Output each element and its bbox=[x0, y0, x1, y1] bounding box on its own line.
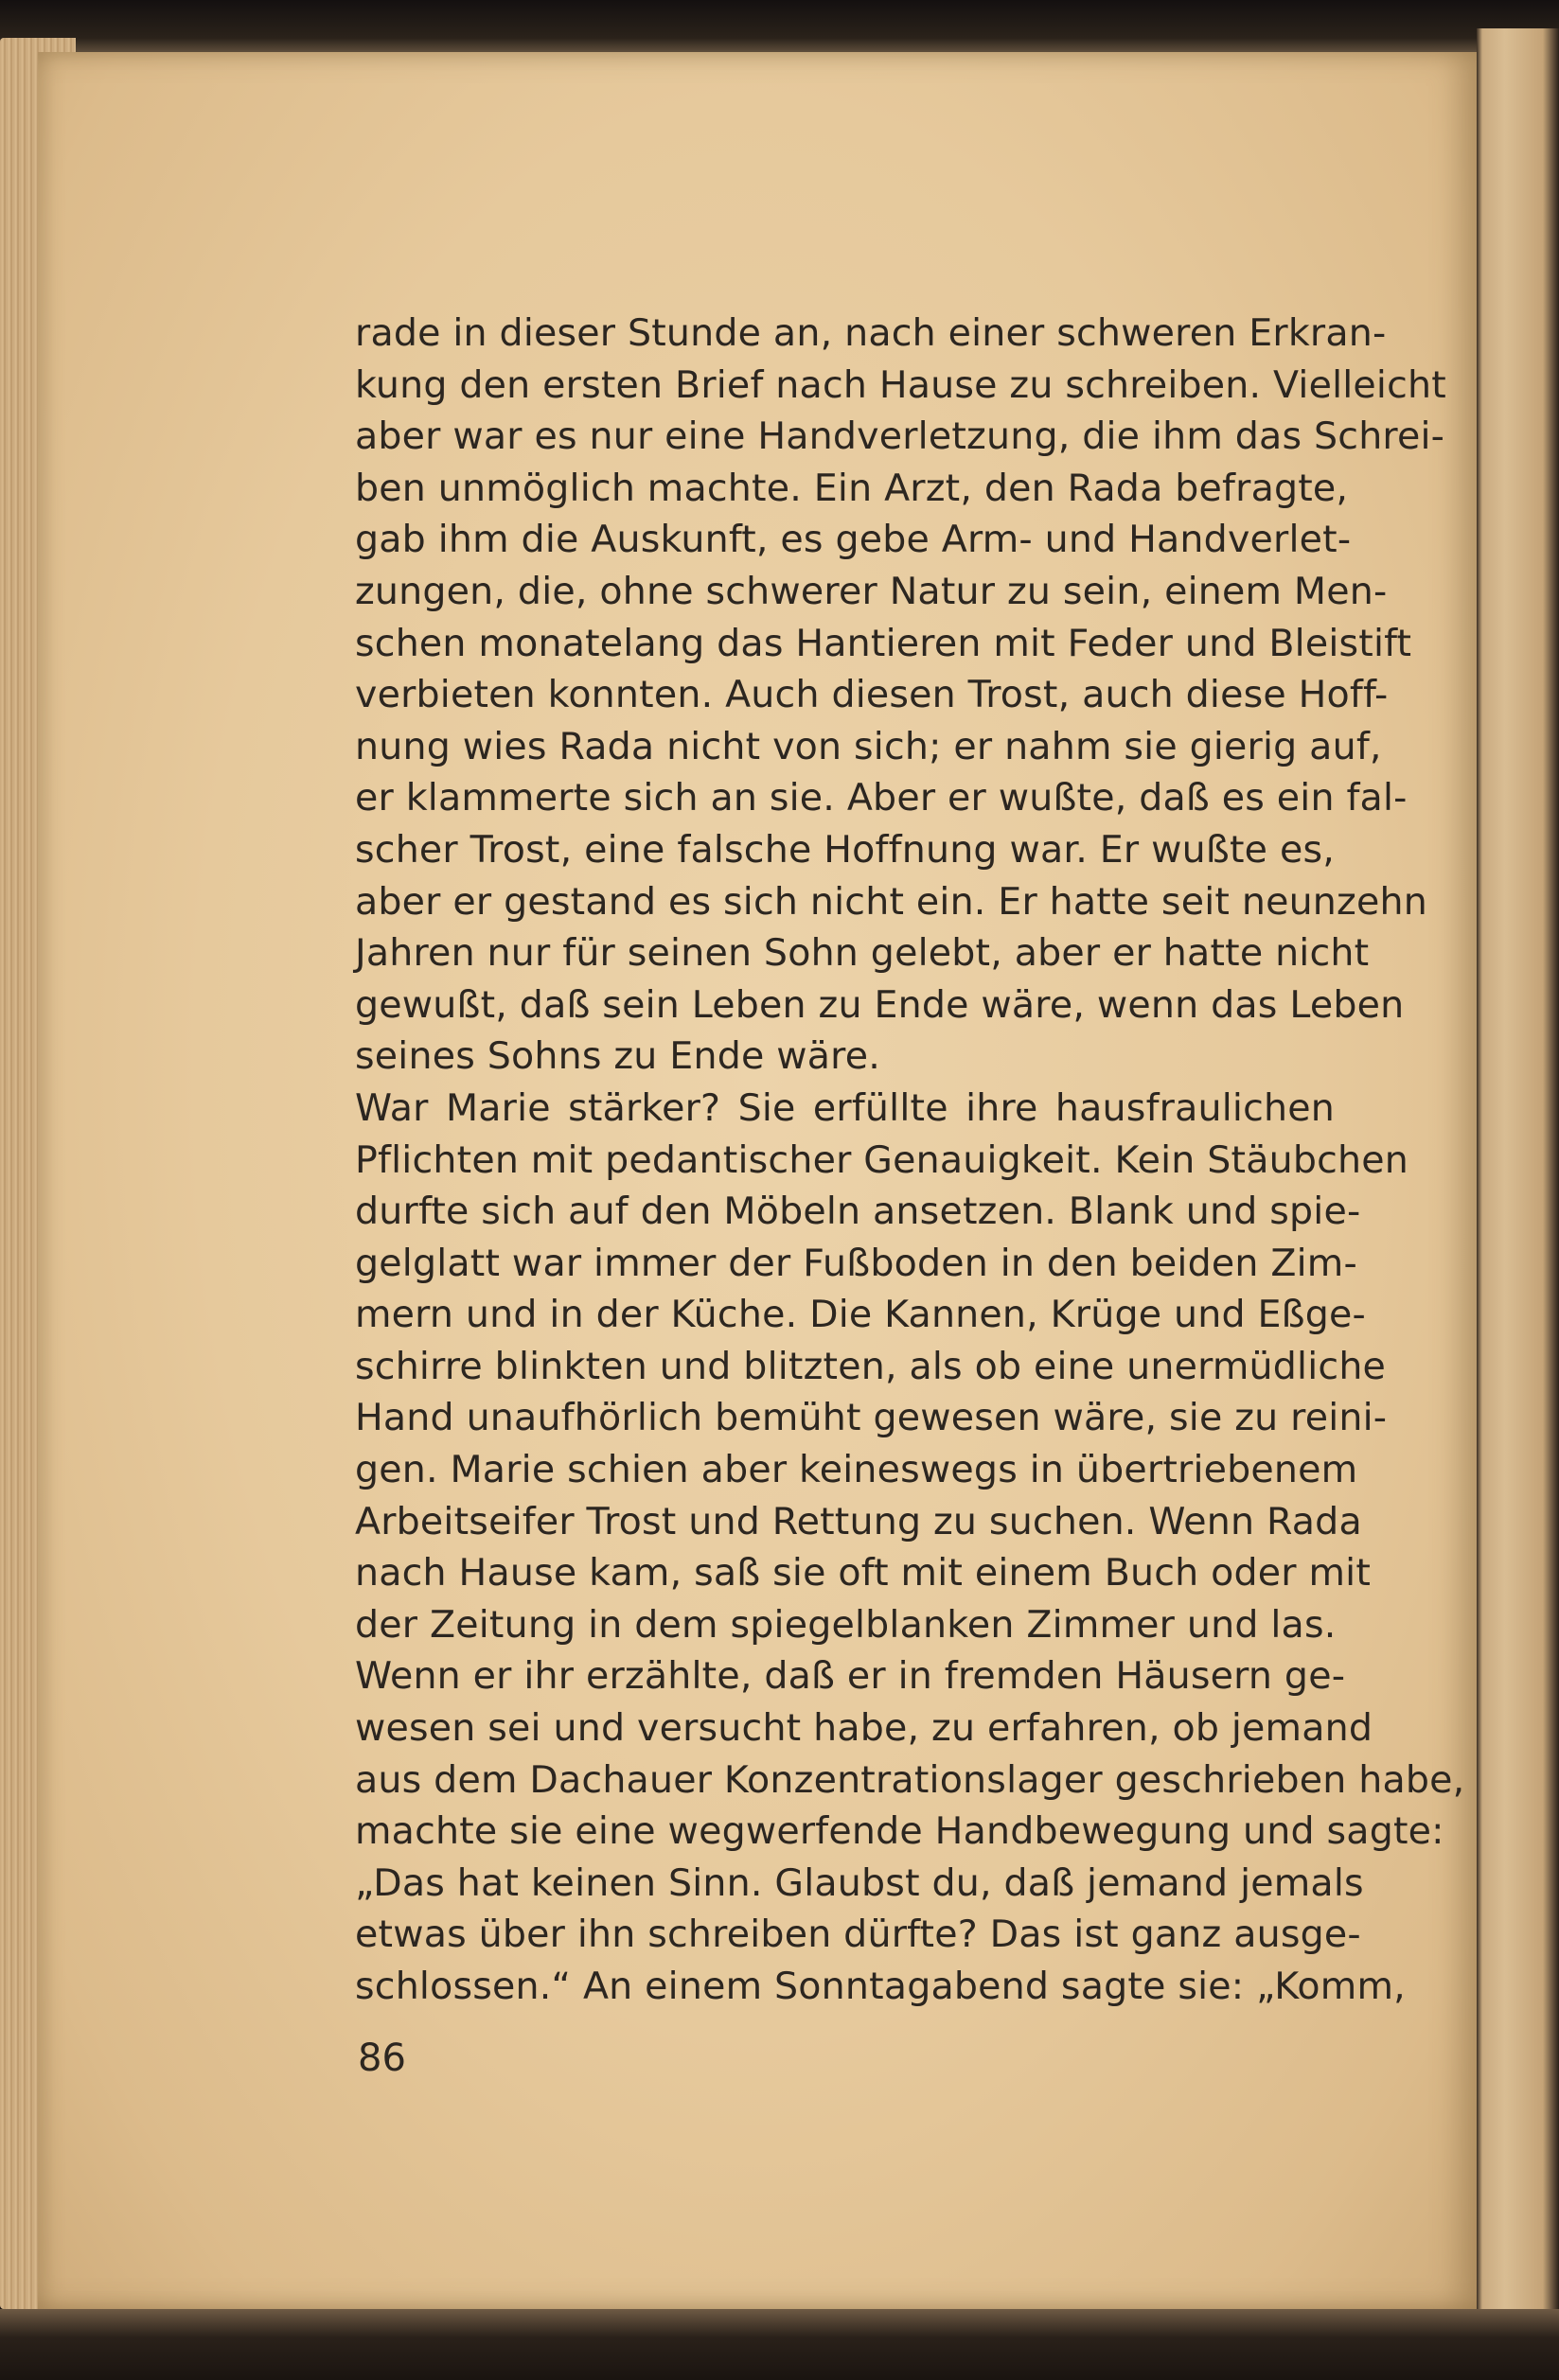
text-line: nach Hause kam, saß sie oft mit einem Buch oder mit bbox=[355, 1551, 1372, 1595]
text-line: Pflichten mit pedantischer Genauigkeit. Kein Stäubchen bbox=[355, 1137, 1409, 1182]
text-line: „Das hat keinen Sinn. Glaubst du, daß jemand jemals bbox=[355, 1860, 1364, 1905]
text-line: schlossen.“ An einem Sonntagabend sagte sie: „Komm, bbox=[355, 1965, 1406, 2008]
text-line: der Zeitung in dem spiegelblanken Zimmer und las. bbox=[355, 1602, 1337, 1647]
text-line: gen. Marie schien aber keineswegs in übertriebenem bbox=[355, 1448, 1358, 1492]
text-line: kung den ersten Brief nach Hause zu schreiben. Vielleicht bbox=[355, 362, 1446, 407]
scan-bottom-border bbox=[0, 2309, 1559, 2380]
text-line: machte sie eine wegwerfende Handbewegung und sagte: bbox=[355, 1809, 1444, 1854]
text-line: ben unmöglich machte. Ein Arzt, den Rada befragte, bbox=[355, 466, 1349, 510]
text-line: etwas über ihn schreiben dürfte? Das ist ganz ausge- bbox=[355, 1913, 1361, 1957]
text-line: wesen sei und versucht habe, zu erfahren, ob jemand bbox=[355, 1706, 1373, 1751]
text-line: verbieten konnten. Auch diesen Trost, auch diese Hoff- bbox=[355, 673, 1389, 717]
text-line: seines Sohns zu Ende wäre. bbox=[355, 1034, 880, 1079]
text-line: zungen, die, ohne schwerer Natur zu sein, einem Men- bbox=[355, 569, 1388, 613]
text-line: aber er gestand es sich nicht ein. Er hatte seit neunzehn bbox=[355, 879, 1427, 924]
book-cover-edge bbox=[1477, 28, 1559, 2337]
text-line: nung wies Rada nicht von sich; er nahm sie gierig auf, bbox=[355, 724, 1382, 768]
text-line: gewußt, daß sein Leben zu Ende wäre, wenn das Leben bbox=[355, 982, 1405, 1027]
text-line: rade in dieser Stunde an, nach einer schweren Erkran- bbox=[355, 311, 1387, 355]
text-line: scher Trost, eine falsche Hoffnung war. Er wußte es, bbox=[355, 827, 1335, 872]
text-line: aus dem Dachauer Konzentrationslager geschrieben habe, bbox=[355, 1757, 1465, 1802]
text-line: mern und in der Küche. Die Kannen, Krüge und Eßge- bbox=[355, 1293, 1366, 1337]
scan-top-border bbox=[0, 0, 1559, 57]
text-line: aber war es nur eine Handverletzung, die ihm das Schrei- bbox=[355, 414, 1445, 459]
text-line: Hand unaufhörlich bemüht gewesen wäre, sie zu reini- bbox=[355, 1396, 1388, 1440]
text-line: gab ihm die Auskunft, es gebe Arm- und Handverlet- bbox=[355, 518, 1352, 562]
text-line: Jahren nur für seinen Sohn gelebt, aber er hatte nicht bbox=[355, 931, 1370, 976]
page-number: 86 bbox=[358, 2036, 406, 2080]
body-text bbox=[355, 308, 1465, 2013]
text-line: schen monatelang das Hantieren mit Feder und Bleistift bbox=[355, 621, 1412, 665]
text-line: schirre blinkten und blitzten, als ob eine unermüdliche bbox=[355, 1344, 1387, 1388]
text-line: War Marie stärker? Sie erfüllte ihre hausfraulichen bbox=[355, 1085, 1335, 1130]
text-line: durfte sich auf den Möbeln ansetzen. Blank und spie- bbox=[355, 1190, 1361, 1234]
text-line: er klammerte sich an sie. Aber er wußte, daß es ein fal- bbox=[355, 776, 1408, 820]
text-line: Wenn er ihr erzählte, daß er in fremden Häusern ge- bbox=[355, 1654, 1346, 1699]
text-line: Arbeitseifer Trost und Rettung zu suchen. Wenn Rada bbox=[355, 1499, 1362, 1543]
text-line: gelglatt war immer der Fußboden in den beiden Zim- bbox=[355, 1241, 1357, 1285]
